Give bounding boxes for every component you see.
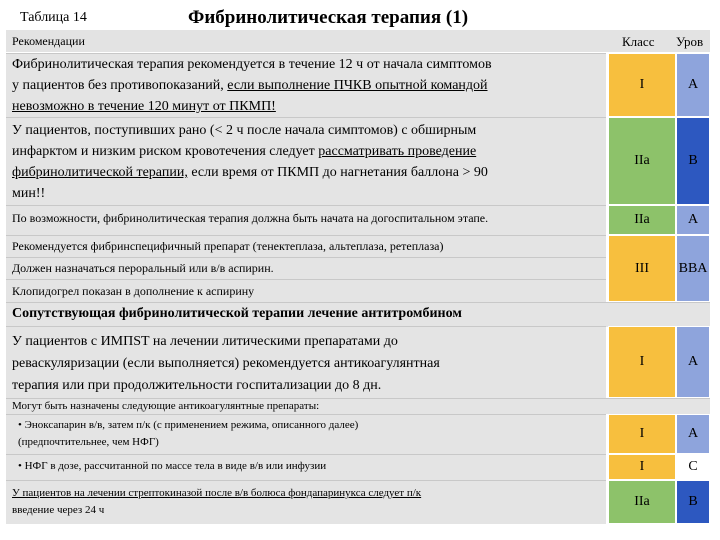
table-header: [6, 30, 710, 52]
class-cell: I I I: [608, 235, 676, 302]
row-text-line: инфарктом и низким риском кровотечения следует рассматривать проведение: [12, 144, 477, 159]
table-row: [6, 235, 606, 257]
row-text-line: у пациентов без противопоказаний, если выполнение ПЧКВ опытной командой: [12, 78, 488, 93]
level-cell: A: [676, 53, 710, 117]
table-row: [6, 454, 606, 480]
class-cell: I: [608, 53, 676, 117]
class-cell: I: [608, 454, 676, 480]
table-row: [6, 326, 606, 398]
row-text-line: У пациентов на лечении стрептокиназой после в/в болюса фондапаринукса следует п/к: [12, 487, 422, 499]
table-number: Таблица 14: [20, 10, 87, 25]
row-text-line: По возможности, фибринолитическая терапия должна быть начата на догоспитальном этапе.: [12, 211, 489, 225]
row-text-line: терапия или при продолжительности госпитализации до 8 дн.: [12, 378, 382, 393]
section-title: Сопутствующая фибринолитической терапии лечение антитромбином: [12, 306, 462, 321]
section-header: [6, 302, 710, 327]
row-text-line: реваскуляризации (если выполняется) рекомендуется антикоагулянтная: [12, 356, 440, 371]
row-text-line: У пациентов, поступивших рано (< 2 ч после начала симптомов) с обширным: [12, 123, 477, 138]
class-cell: IIa: [608, 117, 676, 205]
row-text-line: мин!!: [12, 186, 46, 201]
table-row: [6, 53, 606, 117]
row-text-line: (предпочтительнее, чем НФГ): [18, 436, 159, 448]
level-cell: A: [676, 326, 710, 398]
row-text-line: Рекомендуется фибринспецифичный препарат (тенектеплаза, альтеплаза, ретеплаза): [12, 239, 444, 253]
class-cell: I: [608, 414, 676, 454]
row-text-line: • Эноксапарин в/в, затем п/к (с применением режима, описанного далее): [18, 419, 359, 431]
row-text-line: невозможно в течение 120 минут от ПКМП!: [12, 99, 276, 114]
row-text-line: Должен назначаться пероральный или в/в аспирин.: [12, 261, 274, 275]
table-row: [6, 117, 606, 205]
table-row: [6, 414, 606, 454]
table-row: [6, 279, 606, 302]
row-text-line: Клопидогрел показан в дополнение к аспирину: [12, 284, 255, 298]
page-title: Фибринолитическая терапия (1): [188, 7, 469, 28]
row-text-line: Могут быть назначены следующие антикоагулянтные препараты:: [12, 400, 320, 412]
row-text-line: Фибринолитическая терапия рекомендуется в течение 12 ч от начала симптомов: [12, 57, 492, 72]
level-cell: B B A: [676, 235, 710, 302]
row-text-line: У пациентов с ИМПST на лечении литическими препаратами до: [12, 334, 398, 349]
header-recommendations: Рекомендации: [12, 34, 85, 48]
class-cell: I: [608, 326, 676, 398]
level-cell: A: [676, 205, 710, 235]
table-row: [6, 257, 606, 279]
level-cell: B: [676, 480, 710, 524]
class-cell: IIa: [608, 205, 676, 235]
header-level: Уров: [676, 34, 704, 49]
level-cell: A: [676, 414, 710, 454]
table-row: [6, 480, 606, 524]
table-row: [6, 205, 606, 235]
header-class: Класс: [622, 34, 655, 49]
level-cell: C: [676, 454, 710, 480]
row-text-line: введение через 24 ч: [12, 504, 105, 516]
table-row: [6, 398, 710, 414]
level-cell: B: [676, 117, 710, 205]
class-cell: IIa: [608, 480, 676, 524]
row-text-line: • НФГ в дозе, рассчитанной по массе тела в виде в/в или инфузии: [18, 460, 327, 472]
row-text-line: фибринолитической терапии, если время от ПКМП до нагнетания баллона > 90: [12, 165, 488, 180]
